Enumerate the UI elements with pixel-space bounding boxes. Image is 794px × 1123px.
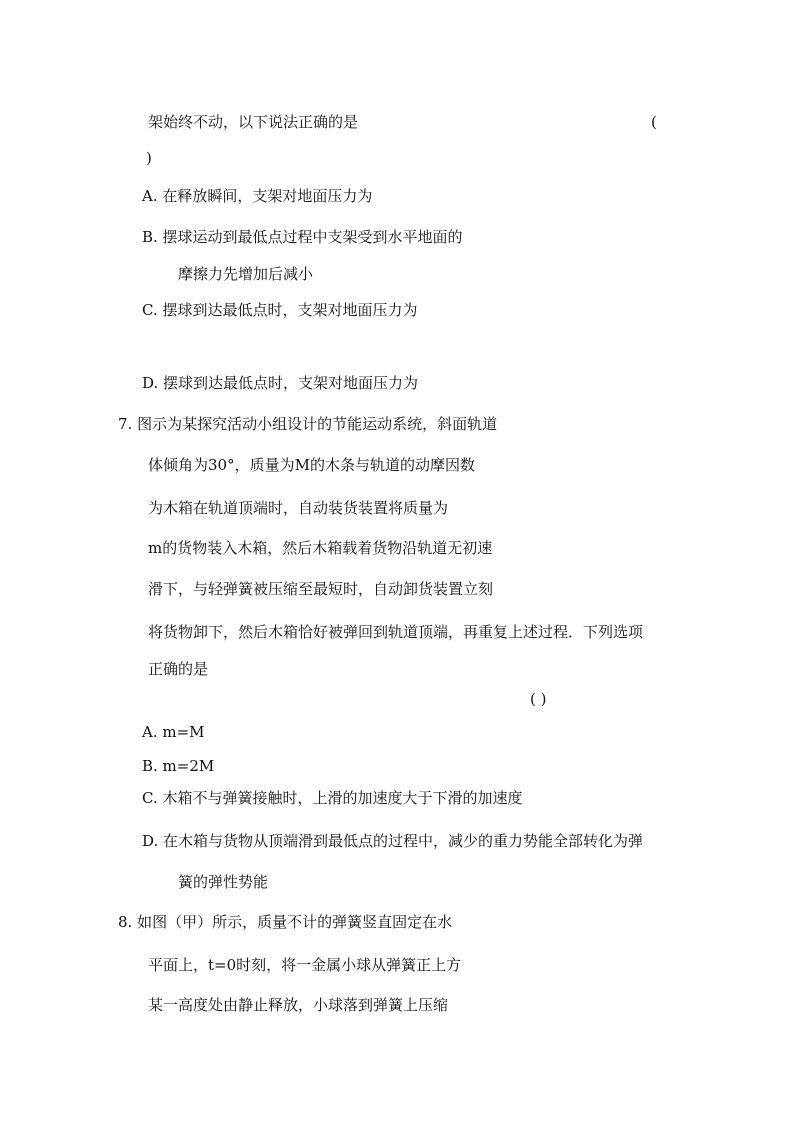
q6-option-d: D. 摆球到达最低点时，支架对地面压力为 bbox=[142, 374, 419, 392]
q7-line-1: 7. 图示为某探究活动小组设计的节能运动系统，斜面轨道 bbox=[118, 415, 498, 433]
q6-option-b-continued: 摩擦力先增加后减小 bbox=[178, 265, 314, 283]
q6-option-b: B. 摆球运动到最低点过程中支架受到水平地面的 bbox=[142, 228, 463, 246]
q6-option-a: A. 在释放瞬间，支架对地面压力为 bbox=[142, 187, 373, 205]
q7-option-a: A. m=M bbox=[142, 723, 205, 741]
q6-stem-tail: 架始终不动，以下说法正确的是 bbox=[148, 113, 359, 131]
q7-option-d-continued: 簧的弹性势能 bbox=[178, 873, 269, 891]
q7-line-7: 正确的是 bbox=[148, 660, 209, 678]
q8-line-1: 8. 如图（甲）所示，质量不计的弹簧竖直固定在水 bbox=[118, 913, 453, 931]
q7-option-d: D. 在木箱与货物从顶端滑到最低点的过程中，减少的重力势能全部转化为弹 bbox=[142, 832, 644, 850]
q6-option-c: C. 摆球到达最低点时，支架对地面压力为 bbox=[142, 301, 418, 319]
q7-line-6: 将货物卸下，然后木箱恰好被弹回到轨道顶端，再重复上述过程．下列选项 bbox=[148, 623, 644, 641]
q7-option-b: B. m=2M bbox=[142, 757, 215, 775]
q7-line-3: 为木箱在轨道顶端时，自动装货装置将质量为 bbox=[148, 499, 449, 517]
q7-answer-paren: ( ) bbox=[530, 690, 547, 708]
q7-line-4: m的货物装入木箱，然后木箱载着货物沿轨道无初速 bbox=[148, 539, 493, 557]
q6-answer-paren-open: ( bbox=[651, 113, 657, 131]
q8-line-2: 平面上，t=0时刻，将一金属小球从弹簧正上方 bbox=[148, 956, 462, 974]
q6-answer-paren-close: ) bbox=[146, 149, 152, 167]
q7-line-2: 体倾角为30°，质量为M的木条与轨道的动摩因数 bbox=[148, 456, 475, 474]
q7-line-5: 滑下，与轻弹簧被压缩至最短时，自动卸货装置立刻 bbox=[148, 580, 494, 598]
q7-option-c: C. 木箱不与弹簧接触时，上滑的加速度大于下滑的加速度 bbox=[142, 789, 523, 807]
q8-line-3: 某一高度处由静止释放，小球落到弹簧上压缩 bbox=[148, 996, 449, 1014]
